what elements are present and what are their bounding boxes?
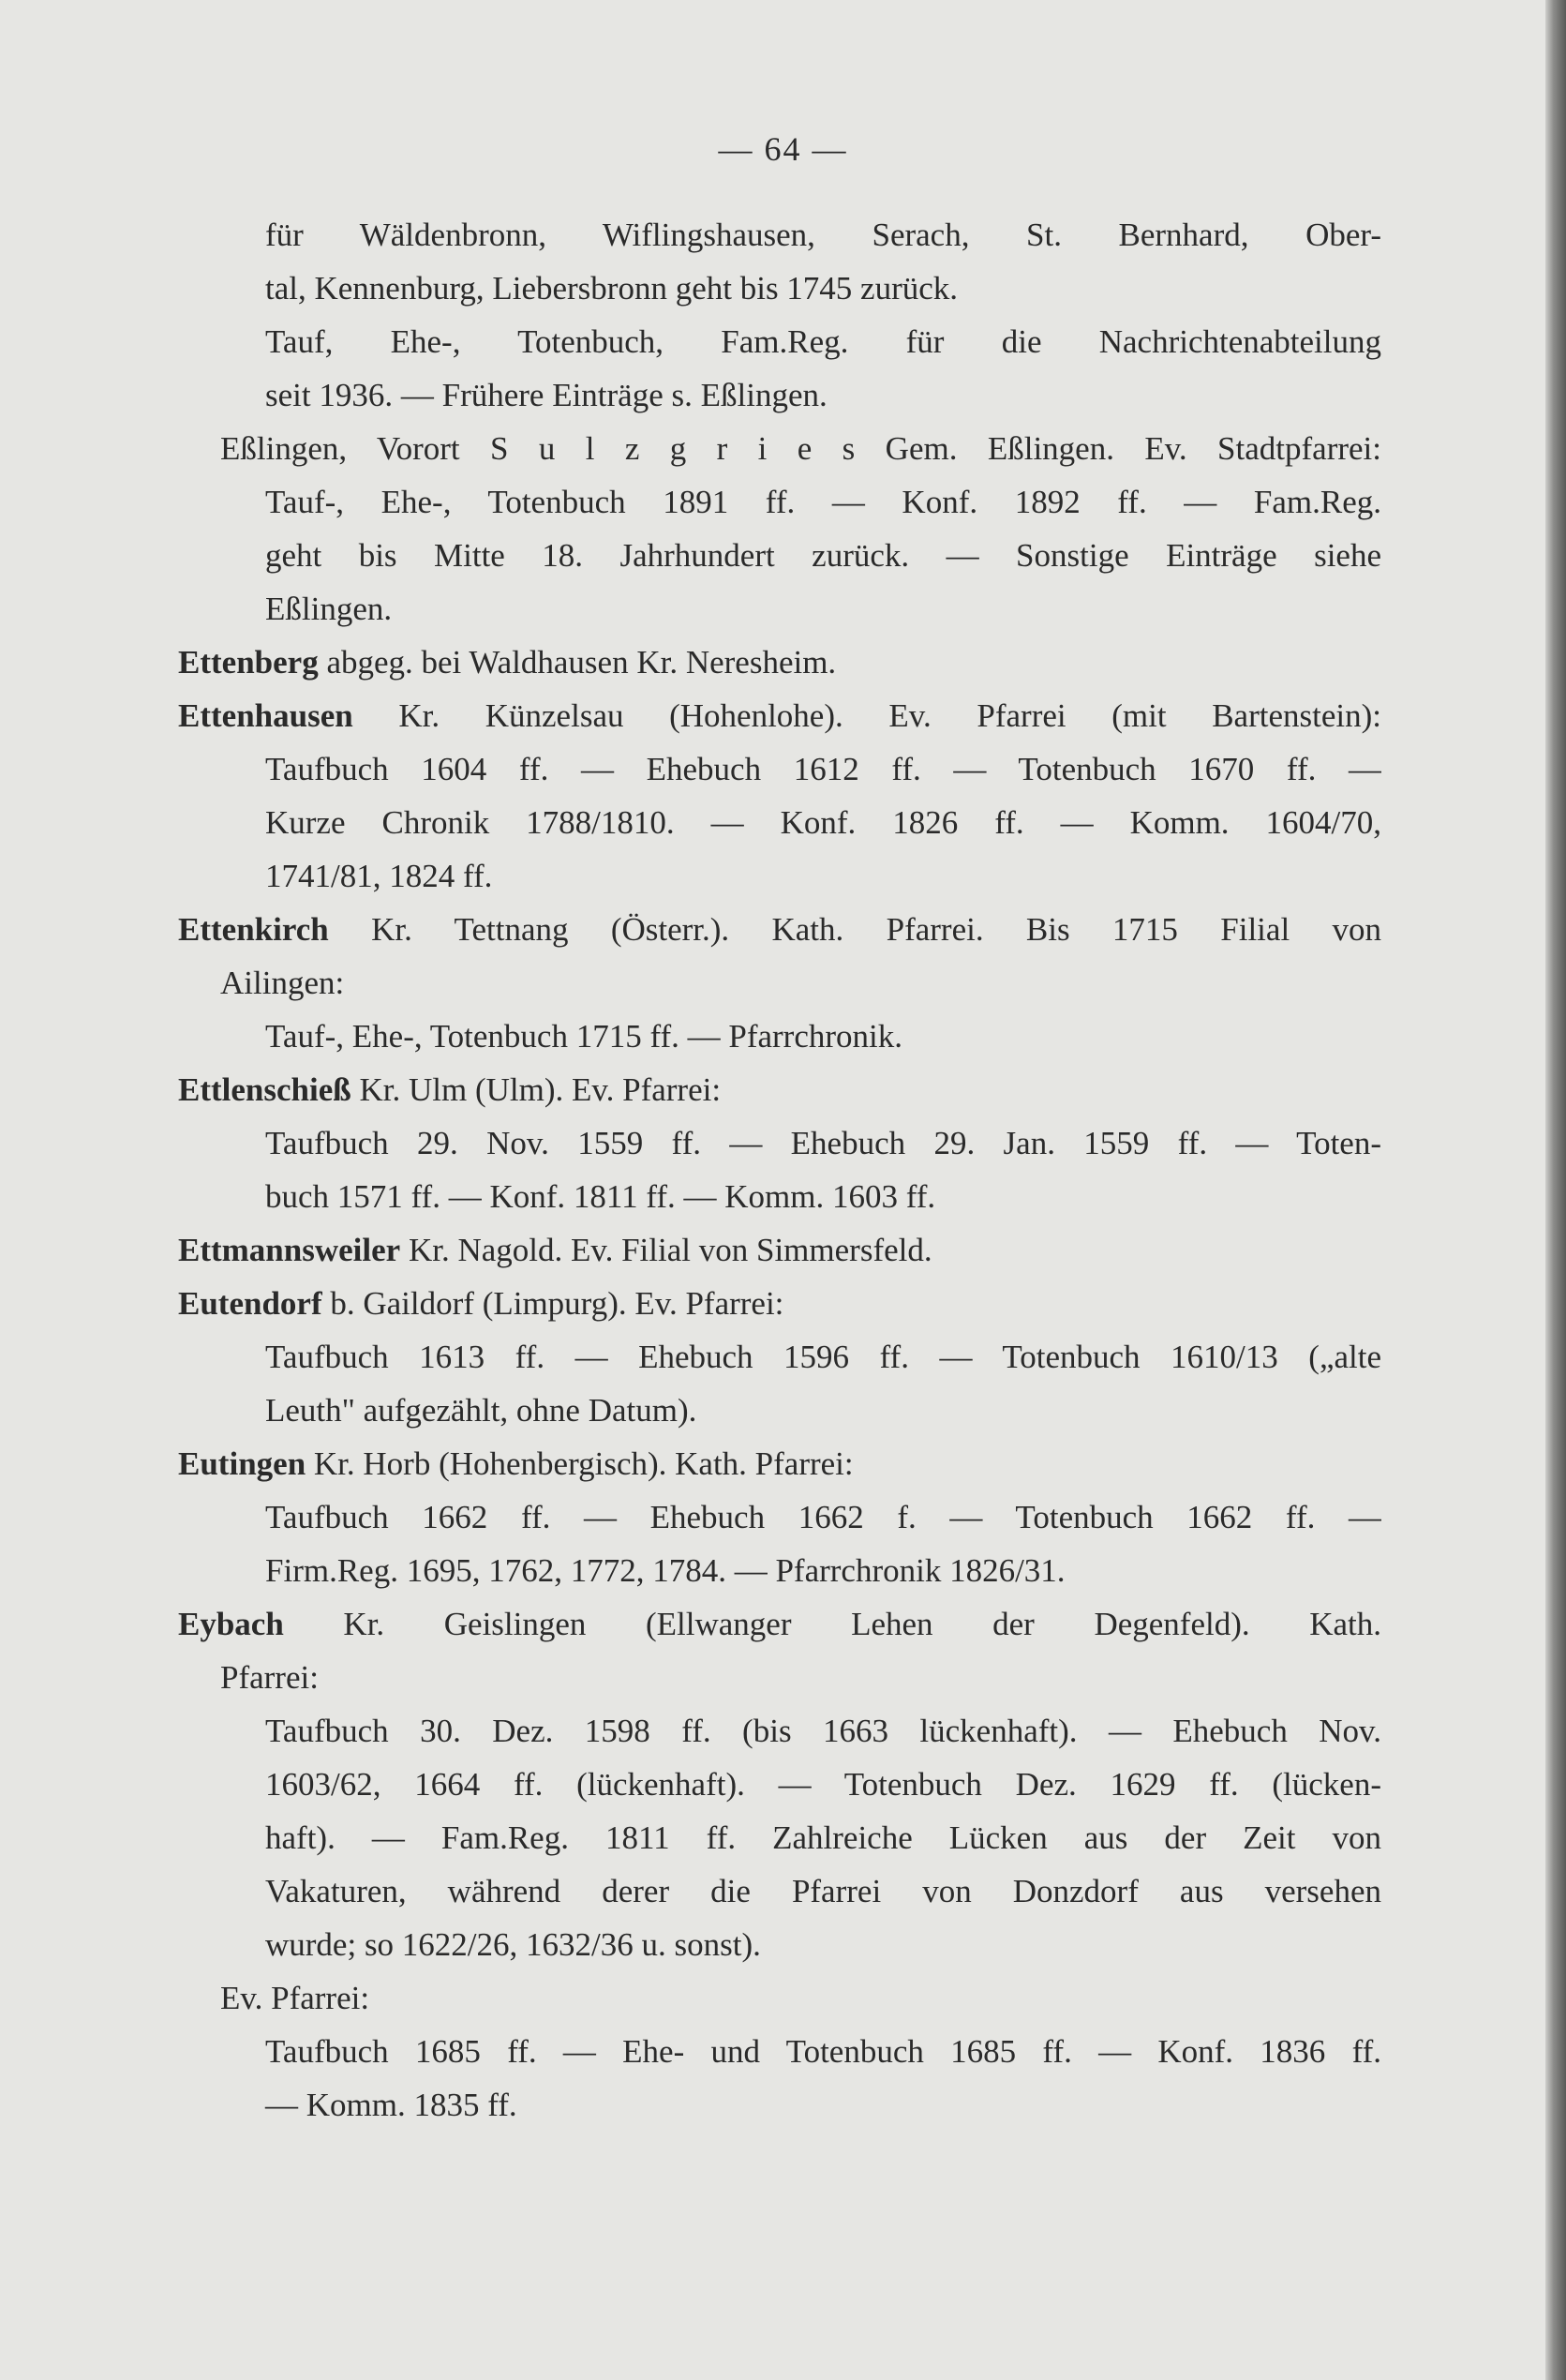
page-number: — 64 — [718, 130, 848, 168]
entry-headword: Eutingen [178, 1445, 306, 1482]
line-text: abgeg. bei Waldhausen Kr. Neresheim. [318, 644, 837, 681]
text-line [265, 1704, 1381, 1758]
text-line [265, 1918, 1381, 1971]
line-text: 1741/81, 1824 ff. [265, 858, 493, 894]
text-line [220, 422, 1381, 475]
line-text: Vakaturen, während derer die Pfarrei von Donzdorf aus versehen [265, 1873, 1381, 1909]
text-line [265, 1758, 1381, 1811]
text-line [265, 208, 1381, 262]
entry-heading-line [178, 689, 1381, 742]
line-text: Pfarrei: [220, 1659, 319, 1696]
text-line [265, 582, 1381, 636]
entry-heading-line [178, 1223, 1381, 1277]
line-text: Taufbuch 1662 ff. — Ehebuch 1662 f. — Totenbuch 1662 ff. — [265, 1499, 1381, 1535]
line-text: Eßlingen, Vorort S u l z g r i e s Gem. Eßlingen. Ev. Stadtpfarrei: [220, 430, 1381, 467]
text-line [265, 849, 1381, 903]
line-text: Ev. Pfarrei: [220, 1980, 370, 2016]
text-line [265, 742, 1381, 796]
line-text: Firm.Reg. 1695, 1762, 1772, 1784. — Pfarrchronik 1826/31. [265, 1552, 1066, 1589]
line-text: Taufbuch 29. Nov. 1559 ff. — Ehebuch 29. Jan. 1559 ff. — Toten- [265, 1125, 1381, 1161]
line-text: Kr. Künzelsau (Hohenlohe). Ev. Pfarrei (mit Bartenstein): [352, 697, 1381, 734]
line-text: buch 1571 ff. — Konf. 1811 ff. — Komm. 1603 ff. [265, 1178, 936, 1215]
line-text: Kr. Tettnang (Österr.). Kath. Pfarrei. Bis 1715 Filial von [328, 911, 1381, 948]
line-text: Taufbuch 1685 ff. — Ehe- und Totenbuch 1685 ff. — Konf. 1836 ff. [265, 2033, 1381, 2070]
line-text: Taufbuch 30. Dez. 1598 ff. (bis 1663 lückenhaft). — Ehebuch Nov. [265, 1713, 1381, 1749]
text-line [265, 1330, 1381, 1384]
entry-heading-line [178, 1277, 1381, 1330]
text-line [265, 1544, 1381, 1597]
line-text: Kr. Nagold. Ev. Filial von Simmersfeld. [400, 1232, 932, 1268]
text-line [265, 1384, 1381, 1437]
line-text: geht bis Mitte 18. Jahrhundert zurück. — Sonstige Einträge siehe [265, 537, 1381, 574]
page-edge-shadow [1545, 0, 1566, 2380]
text-line [265, 2025, 1381, 2078]
line-text: Kurze Chronik 1788/1810. — Konf. 1826 ff. — Komm. 1604/70, [265, 804, 1381, 841]
entry-heading-line [178, 1597, 1381, 1651]
text-line [265, 1170, 1381, 1223]
line-text: haft). — Fam.Reg. 1811 ff. Zahlreiche Lücken aus der Zeit von [265, 1819, 1381, 1856]
entry-headword: Ettlenschieß [178, 1071, 351, 1108]
entry-headword: Eutendorf [178, 1285, 322, 1322]
line-text: Taufbuch 1604 ff. — Ehebuch 1612 ff. — Totenbuch 1670 ff. — [265, 751, 1381, 787]
text-line [265, 368, 1381, 422]
line-text: Kr. Geislingen (Ellwanger Lehen der Degenfeld). Kath. [283, 1606, 1381, 1642]
text-line [265, 1116, 1381, 1170]
line-text: tal, Kennenburg, Liebersbronn geht bis 1745 zurück. [265, 270, 959, 307]
text-line [220, 1971, 1381, 2025]
line-text: wurde; so 1622/26, 1632/36 u. sonst). [265, 1926, 761, 1963]
text-line [265, 475, 1381, 529]
text-line [220, 1651, 1381, 1704]
text-line [265, 1010, 1381, 1063]
entry-headword: Ettenhausen [178, 697, 353, 734]
line-text: seit 1936. — Frühere Einträge s. Eßlingen. [265, 377, 828, 413]
text-line [220, 956, 1381, 1010]
entry-headword: Ettenberg [178, 644, 319, 681]
text-line [265, 1490, 1381, 1544]
line-text: Ailingen: [220, 965, 345, 1001]
line-text: Taufbuch 1613 ff. — Ehebuch 1596 ff. — Totenbuch 1610/13 („alte [265, 1339, 1381, 1375]
text-line [265, 262, 1381, 315]
text-line [265, 529, 1381, 582]
entry-heading-line [178, 903, 1381, 956]
line-text: Eßlingen. [265, 591, 393, 627]
entry-heading-line [178, 1063, 1381, 1116]
line-text: Tauf-, Ehe-, Totenbuch 1715 ff. — Pfarrchronik. [265, 1018, 903, 1055]
line-text: — Komm. 1835 ff. [265, 2087, 517, 2123]
entry-headword: Ettenkirch [178, 911, 329, 948]
text-line [265, 1864, 1381, 1918]
text-line [265, 2078, 1381, 2132]
entry-heading-line [178, 636, 1381, 689]
line-text: Kr. Horb (Hohenbergisch). Kath. Pfarrei: [306, 1445, 854, 1482]
entry-heading-line [178, 1437, 1381, 1490]
line-text: Kr. Ulm (Ulm). Ev. Pfarrei: [350, 1071, 722, 1108]
text-line [265, 796, 1381, 849]
line-text: für Wäldenbronn, Wiflingshausen, Serach, St. Bernhard, Ober- [265, 217, 1381, 253]
entry-headword: Ettmannsweiler [178, 1232, 401, 1268]
line-text: 1603/62, 1664 ff. (lückenhaft). — Totenbuch Dez. 1629 ff. (lücken- [265, 1766, 1381, 1803]
line-text: Leuth" aufgezählt, ohne Datum). [265, 1392, 697, 1429]
entry-headword: Eybach [178, 1606, 284, 1642]
line-text: Tauf, Ehe-, Totenbuch, Fam.Reg. für die Nachrichtenabteilung [265, 323, 1381, 360]
text-line [265, 315, 1381, 368]
line-text: Tauf-, Ehe-, Totenbuch 1891 ff. — Konf. 1892 ff. — Fam.Reg. [265, 484, 1381, 520]
page-body [178, 208, 1381, 2132]
text-line [265, 1811, 1381, 1864]
line-text: b. Gaildorf (Limpurg). Ev. Pfarrei: [321, 1285, 784, 1322]
